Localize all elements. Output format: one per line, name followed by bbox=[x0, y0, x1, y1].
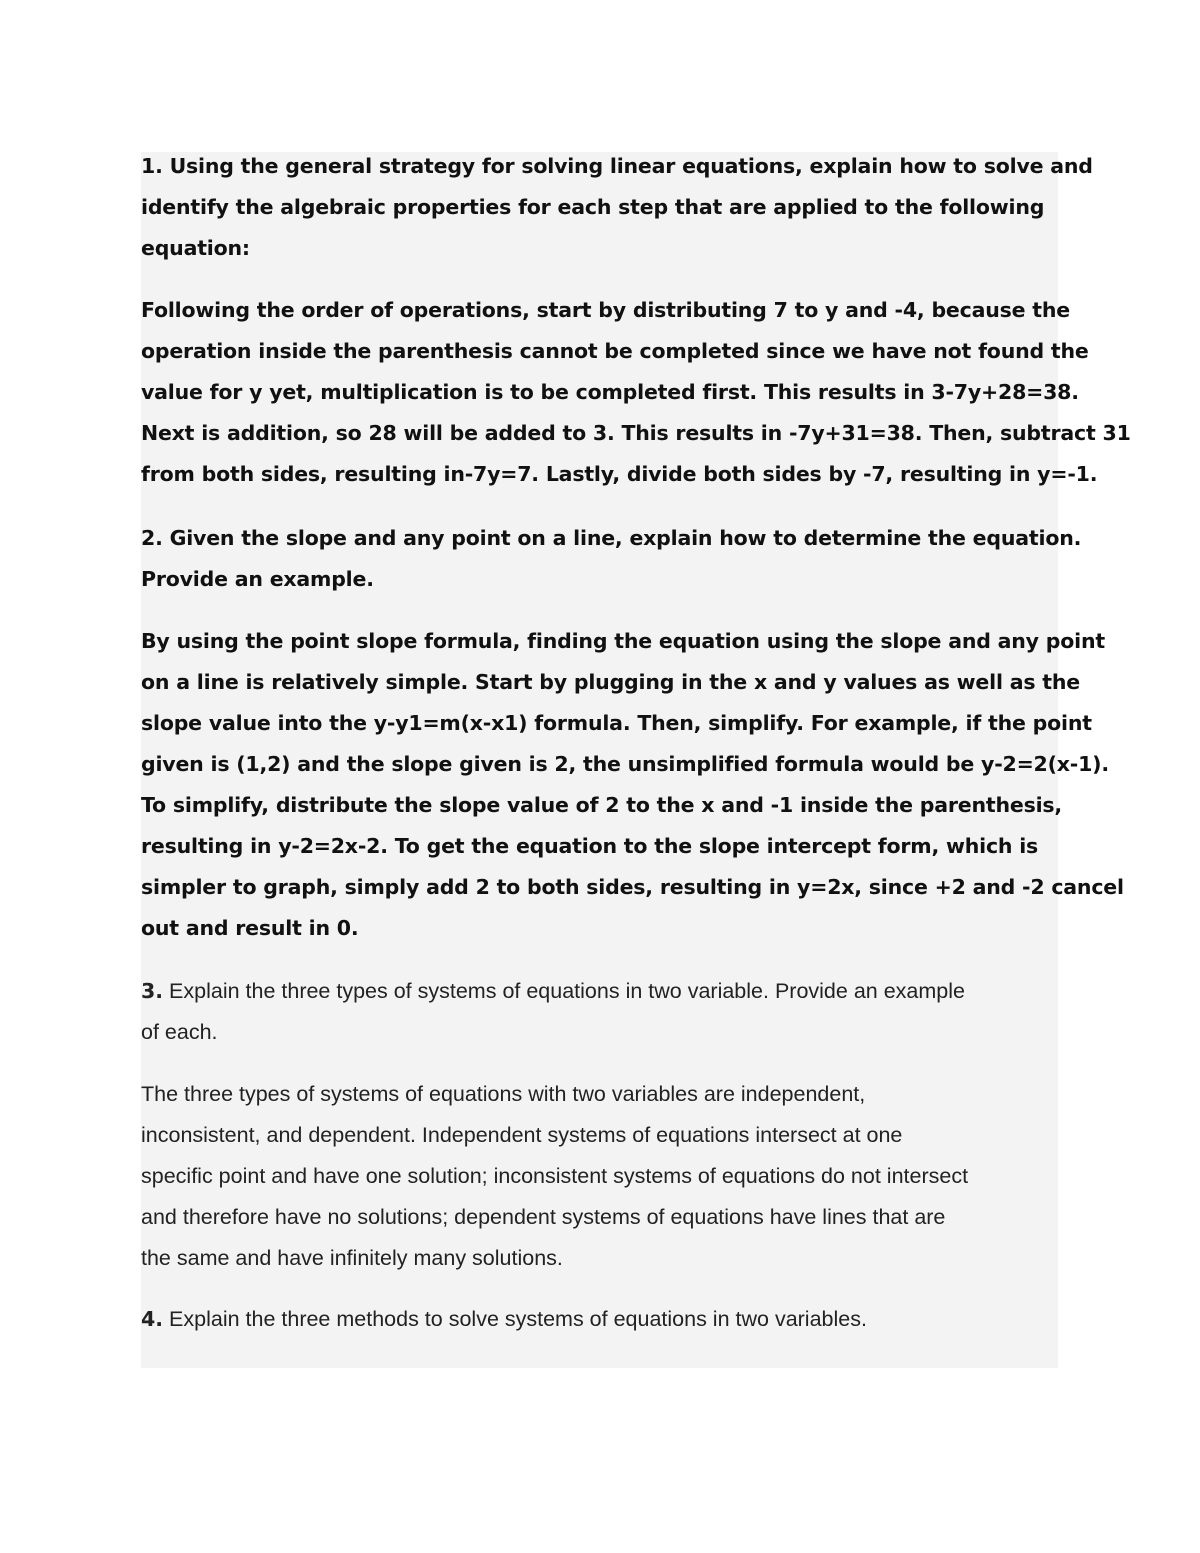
answer-2-line: out and result in 0. bbox=[141, 916, 359, 940]
question-2 bbox=[141, 518, 1081, 600]
answer-2-line: resulting in y-2=2x-2. To get the equation to the slope intercept form, which is bbox=[141, 834, 1039, 858]
answer-1-line: from both sides, resulting in-7y=7. Lastly, divide both sides by -7, resulting in y=-1. bbox=[141, 462, 1098, 486]
question-4-number: 4. bbox=[141, 1307, 164, 1331]
question-1-line: identify the algebraic properties for each step that are applied to the following bbox=[141, 195, 1045, 219]
question-1-line: equation: bbox=[141, 236, 250, 260]
answer-1-line: operation inside the parenthesis cannot be completed since we have not found the bbox=[141, 339, 1089, 363]
question-2-line: Provide an example. bbox=[141, 567, 374, 591]
answer-3 bbox=[141, 1074, 968, 1279]
answer-2-line: slope value into the y-y1=m(x-x1) formula. Then, simplify. For example, if the point bbox=[141, 711, 1092, 735]
answer-2-line: simpler to graph, simply add 2 to both sides, resulting in y=2x, since +2 and -2 cancel bbox=[141, 875, 1124, 899]
answer-2-line: on a line is relatively simple. Start by plugging in the x and y values as well as the bbox=[141, 670, 1080, 694]
question-4 bbox=[141, 1299, 867, 1340]
question-3-text: Explain the three types of systems of equations in two variable. Provide an example bbox=[163, 979, 965, 1003]
answer-3-line: The three types of systems of equations with two variables are independent, bbox=[141, 1082, 866, 1106]
answer-3-line: inconsistent, and dependent. Independent systems of equations intersect at one bbox=[141, 1123, 903, 1147]
question-3-line bbox=[141, 971, 965, 1012]
question-4-line bbox=[141, 1299, 867, 1340]
answer-2-line: To simplify, distribute the slope value of 2 to the x and -1 inside the parenthesis, bbox=[141, 793, 1063, 817]
question-4-text: Explain the three methods to solve systems of equations in two variables. bbox=[163, 1307, 867, 1331]
answer-1-line: value for y yet, multiplication is to be completed first. This results in 3-7y+28=38. bbox=[141, 380, 1079, 404]
question-3-number: 3. bbox=[141, 979, 164, 1003]
answer-1-line: Next is addition, so 28 will be added to 3. This results in -7y+31=38. Then, subtract 31 bbox=[141, 421, 1131, 445]
question-1-line: 1. Using the general strategy for solving linear equations, explain how to solve and bbox=[141, 154, 1093, 178]
answer-2-line: By using the point slope formula, finding the equation using the slope and any point bbox=[141, 629, 1105, 653]
answer-1-line: Following the order of operations, start by distributing 7 to y and -4, because the bbox=[141, 298, 1070, 322]
answer-3-line: specific point and have one solution; inconsistent systems of equations do not intersect bbox=[141, 1164, 969, 1188]
question-1 bbox=[141, 146, 1093, 269]
question-3 bbox=[141, 971, 965, 1053]
answer-2 bbox=[141, 621, 1124, 949]
answer-1 bbox=[141, 290, 1131, 495]
question-2-line: 2. Given the slope and any point on a line, explain how to determine the equation. bbox=[141, 526, 1082, 550]
answer-3-line: the same and have infinitely many solutions. bbox=[141, 1246, 563, 1270]
answer-3-line: and therefore have no solutions; dependent systems of equations have lines that are bbox=[141, 1205, 946, 1229]
question-3-line: of each. bbox=[141, 1020, 218, 1044]
answer-2-line: given is (1,2) and the slope given is 2, the unsimplified formula would be y-2=2(x-1). bbox=[141, 752, 1109, 776]
